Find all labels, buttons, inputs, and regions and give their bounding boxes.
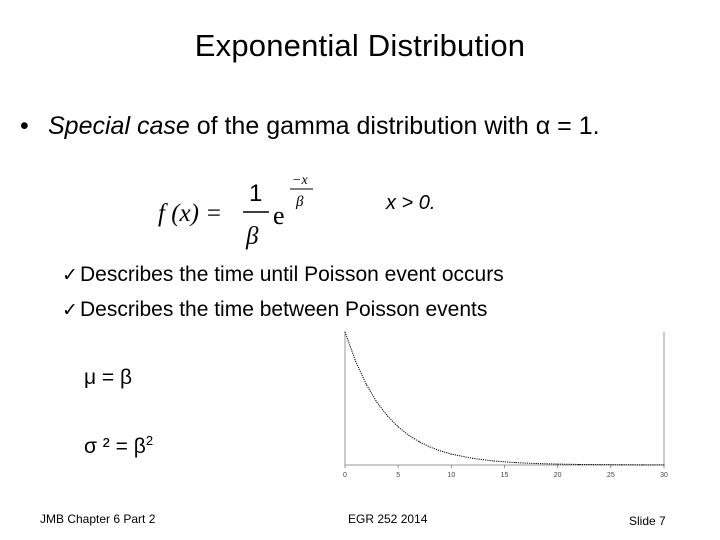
pdf-formula [150, 168, 330, 258]
check-text: Describes the time between Poisson events [80, 298, 488, 321]
chart-x-tick-label: 10 [447, 472, 456, 479]
mean-formula: μ = β [84, 366, 133, 389]
footer-slide-number: Slide 7 [629, 514, 666, 528]
slide-title: Exponential Distribution [194, 28, 526, 63]
chart-data-point [600, 464, 601, 465]
chart-data-point [430, 447, 431, 448]
chart-data-point [621, 464, 622, 465]
checkmark-icon: ✓ [62, 300, 78, 321]
formula-base: e [273, 201, 285, 230]
chart-data-point [398, 426, 399, 427]
checkmark-icon: ✓ [62, 265, 78, 286]
footer-chapter: JMB Chapter 6 Part 2 [40, 512, 156, 526]
chart-data-point [578, 464, 579, 465]
check-text: Describes the time until Poisson event occurs [80, 263, 504, 286]
footer-course: EGR 252 2014 [348, 512, 428, 526]
chart-data-point [355, 361, 356, 362]
chart-x-tick-label: 15 [500, 472, 509, 479]
chart-data-point [493, 461, 494, 462]
check-item-between-events [62, 293, 504, 328]
chart-data-point [345, 332, 346, 333]
chart-data-point [440, 451, 441, 452]
chart-data-point [664, 464, 665, 465]
chart-x-tick-label: 30 [660, 472, 668, 479]
bullet-marker: • [20, 112, 29, 140]
domain-condition: x > 0. [386, 192, 436, 214]
chart-x-tick-label: 0 [343, 472, 347, 479]
bullet-gamma [20, 112, 600, 141]
chart-data-point [536, 463, 537, 464]
variance-exponent: 2 [145, 433, 154, 448]
chart-data-point [472, 458, 473, 459]
chart-x-tick-label: 20 [553, 472, 562, 479]
variance-formula [84, 433, 153, 459]
chart-data-point [557, 464, 558, 465]
bullet-emphasis: Special case [48, 112, 190, 140]
chart-data-point [642, 464, 643, 465]
exponential-pdf-chart [330, 328, 680, 488]
chart-data-point [451, 454, 452, 455]
chart-x-tick-label: 25 [606, 472, 615, 479]
variance-prefix: σ ² = β [84, 435, 146, 458]
chart-data-point [408, 435, 409, 436]
formula-exp-numerator: −x [292, 173, 308, 188]
bullet-text: of the gamma distribution with α = 1. [189, 112, 600, 140]
formula-exp-denominator: β [296, 194, 304, 210]
chart-x-tick-label: 5 [396, 472, 401, 479]
chart-series-line-0 [345, 332, 664, 465]
chart-data-point [366, 384, 367, 385]
formula-denominator: β [246, 223, 259, 250]
check-list [62, 258, 504, 328]
chart-data-point [376, 402, 377, 403]
chart-data-point [515, 462, 516, 463]
formula-lhs: f (x) = [158, 200, 223, 227]
chart-data-point [387, 416, 388, 417]
chart-data-point [419, 441, 420, 442]
check-item-until-event [62, 258, 504, 293]
chart-svg [330, 328, 680, 488]
formula-numerator: 1 [249, 180, 263, 207]
